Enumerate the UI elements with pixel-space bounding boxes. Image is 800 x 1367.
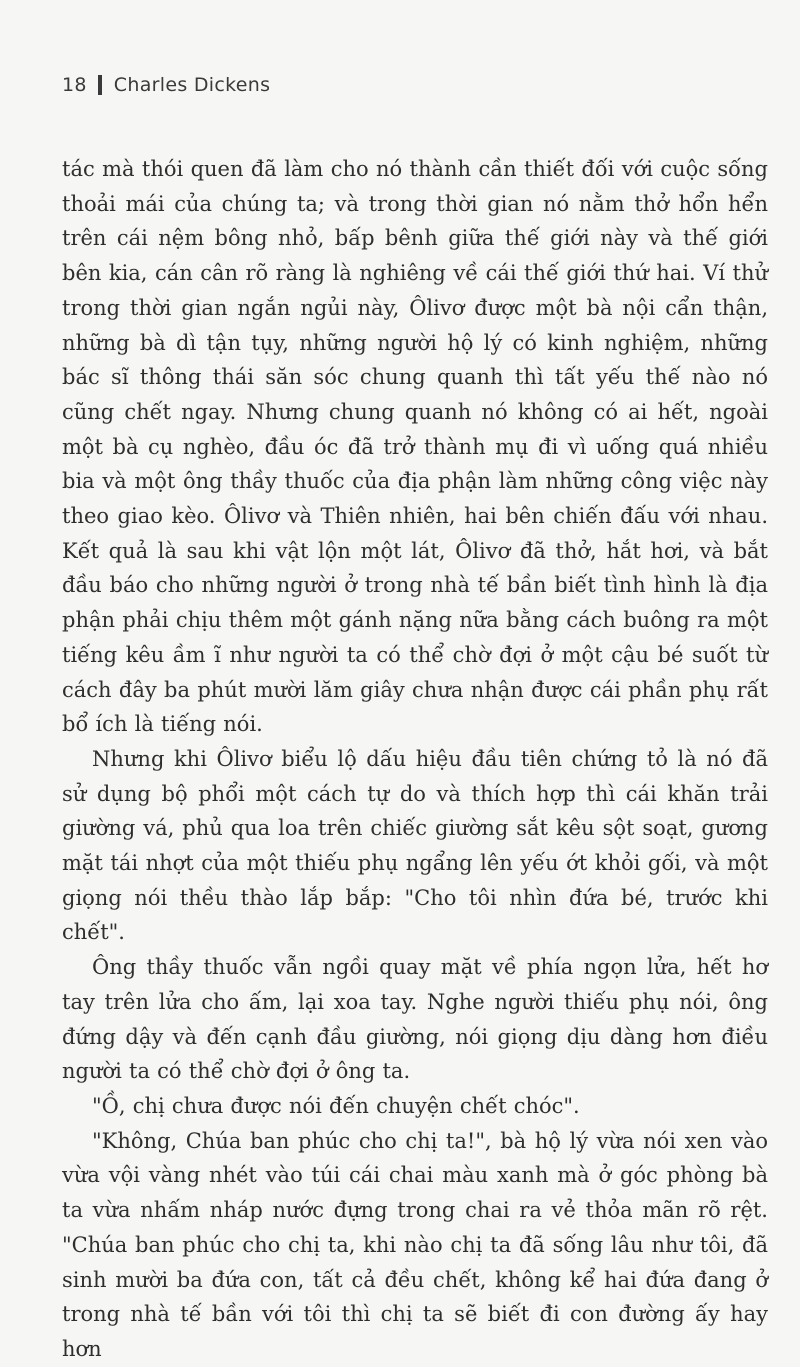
header-separator xyxy=(98,75,102,95)
page-number: 18 xyxy=(62,74,87,96)
paragraph: Nhưng khi Ôlivơ biểu lộ dấu hiệu đầu tiên chứng tỏ là nó đã sử dụng bộ phổi một cách tự do và thích hợp thì cái khăn trải giường vá, phủ qua loa trên chiếc giường sắt kêu sột soạt, gương mặt tái nhợt của một thiếu phụ ngẩng lên yếu ớt khỏi gối, và một giọng nói thều thào lắp bắp: "Cho tôi nhìn đứa bé, trước khi chết". xyxy=(62,746,768,945)
running-header xyxy=(62,74,270,96)
paragraph: Ông thầy thuốc vẫn ngồi quay mặt về phía ngọn lửa, hết hơ tay trên lửa cho ấm, lại xoa tay. Nghe người thiếu phụ nói, ông đứng dậy và đến cạnh đầu giường, nói giọng dịu dàng hơn điều người ta có thể chờ đợi ở ông ta. xyxy=(62,955,768,1084)
author-name: Charles Dickens xyxy=(113,74,271,96)
paragraph: tác mà thói quen đã làm cho nó thành cần thiết đối với cuộc sống thoải mái của chúng ta; và trong thời gian nó nằm thở hổn hển trên cái nệm bông nhỏ, bấp bênh giữa thế giới này và thế giới bên kia, cán cân rõ ràng là nghiêng về cái thế giới thứ hai. Ví thử trong thời gian ngắn ngủi này, Ôlivơ được một bà nội cẩn thận, những bà dì tận tụy, những người hộ lý có kinh nghiệm, những bác sĩ thông thái săn sóc chung quanh thì tất yếu thế nào nó cũng chết ngay. Nhưng chung quanh nó không có ai hết, ngoài một bà cụ nghèo, đầu óc đã trở thành mụ đi vì uống quá nhiều bia và một ông thầy thuốc của địa phận làm những công việc này theo giao kèo. Ôlivơ và Thiên nhiên, hai bên chiến đấu với nhau. Kết quả là sau khi vật lộn một lát, Ôlivơ đã thở, hắt hơi, và bắt đầu báo cho những người ở trong nhà tế bần biết tình hình là địa phận phải chịu thêm một gánh nặng nữa bằng cách buông ra một tiếng kêu ầm ĩ như người ta có thể chờ đợi ở một cậu bé suốt từ cách đây ba phút mười lăm giây chưa nhận được cái phần phụ rất bổ ích là tiếng nói. xyxy=(62,157,768,737)
paragraph: "Không, Chúa ban phúc cho chị ta!", bà hộ lý vừa nói xen vào vừa vội vàng nhét vào túi cái chai màu xanh mà ở góc phòng bà ta vừa nhấm nháp nước đựng trong chai ra vẻ thỏa mãn rõ rệt. "Chúa ban phúc cho chị ta, khi nào chị ta đã sống lâu như tôi, đã sinh mười ba đứa con, tất cả đều chết, không kể hai đứa đang ở trong nhà tế bần với tôi thì chị ta sẽ biết đi con đường ấy hay hơn xyxy=(62,1128,768,1361)
body-text xyxy=(62,152,768,1367)
paragraph: "Ồ, chị chưa được nói đến chuyện chết chóc". xyxy=(92,1093,580,1118)
